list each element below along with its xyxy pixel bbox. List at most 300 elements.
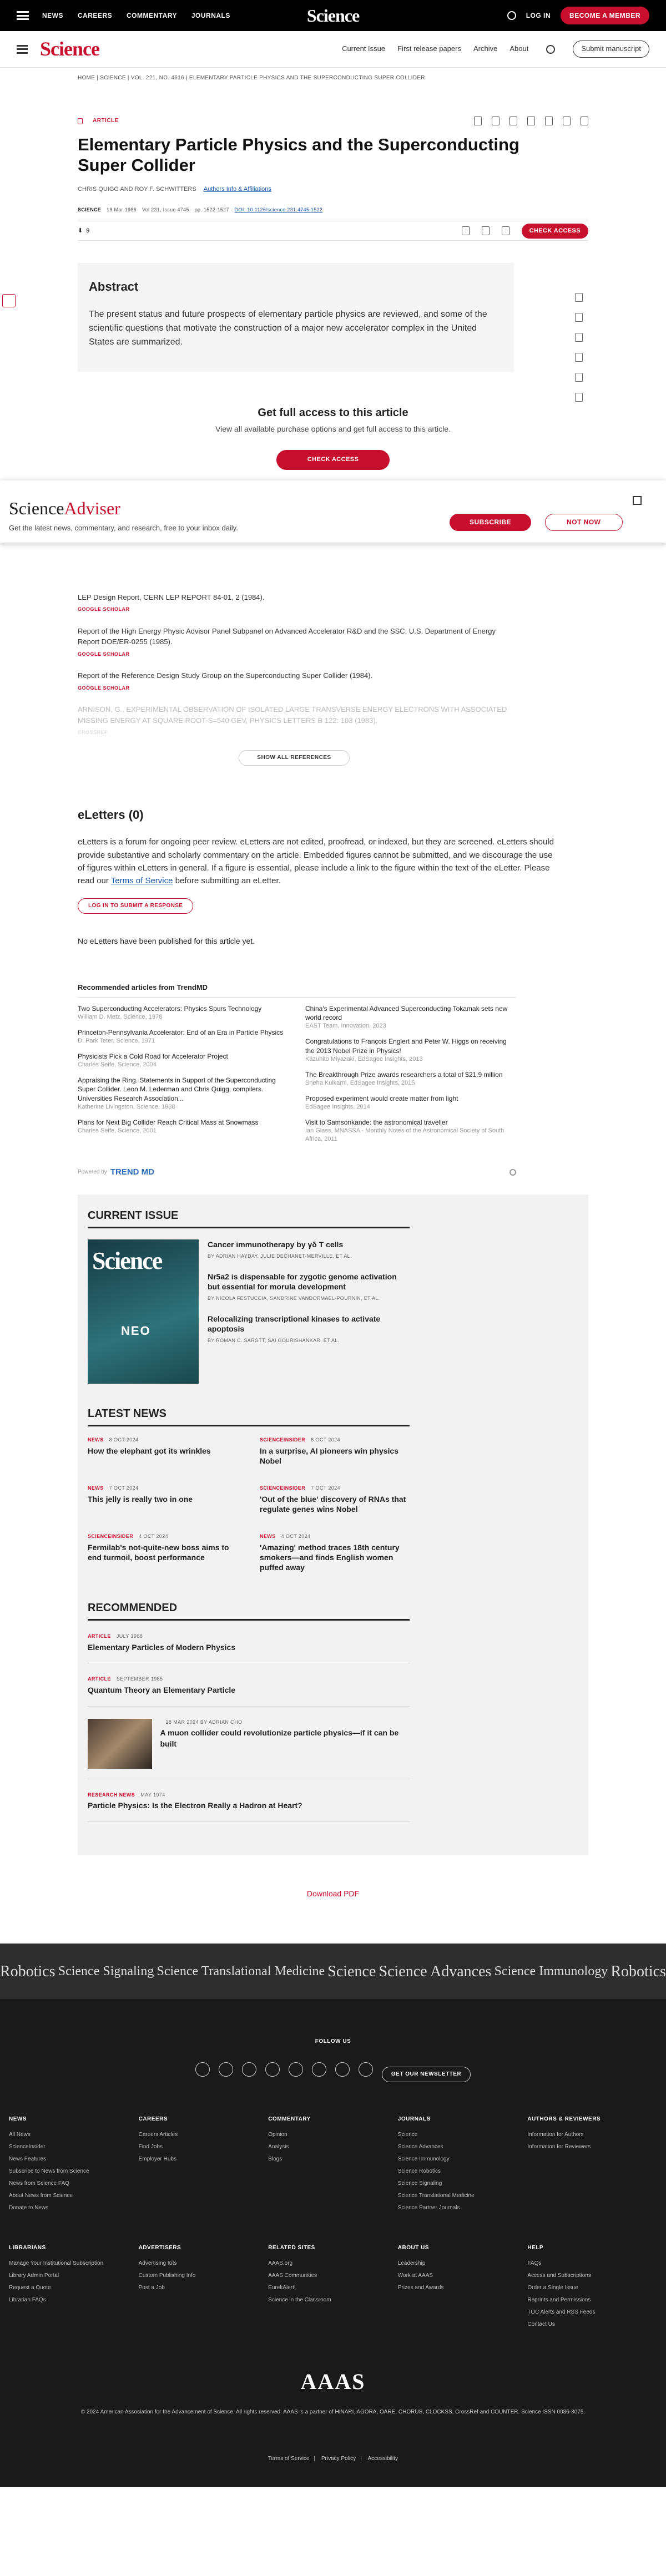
about-link[interactable]: About (509, 44, 529, 53)
references-list (78, 592, 511, 766)
recommended-title[interactable]: Quantum Theory an Elementary Particle (88, 1685, 236, 1694)
related-box (78, 1195, 588, 1855)
footer-link[interactable]: Post a Job (138, 2285, 165, 2291)
affiliations-link[interactable]: Authors Info & Affiliations (203, 186, 271, 193)
recommended-title[interactable]: A muon collider could revolutionize particle physics—if it can be built (160, 1728, 399, 1748)
recommended-date: SEPTEMBER 1985 (116, 1676, 163, 1682)
journal-science[interactable]: Science (327, 1962, 376, 1980)
recommended-body (88, 1676, 410, 1696)
news-category[interactable]: SCIENCEINSIDER (260, 1485, 306, 1491)
footer-link[interactable]: Science Signaling (397, 2180, 442, 2187)
youtube-icon[interactable] (265, 2062, 280, 2077)
news-category[interactable]: NEWS (88, 1485, 104, 1491)
news-date: 4 OCT 2024 (281, 1534, 311, 1540)
journal-links (342, 41, 649, 57)
eletters-section (78, 807, 555, 947)
subscribe-button[interactable]: SUBSCRIBE (450, 514, 531, 531)
trendmd-item[interactable] (78, 1004, 289, 1021)
issue-article[interactable] (208, 1272, 410, 1303)
citation-count: 9 (86, 227, 90, 234)
eletters-text (78, 836, 555, 887)
article-meta (78, 206, 588, 214)
social-links (9, 2057, 657, 2082)
lock-icon (78, 118, 83, 124)
trendmd-left (78, 1004, 289, 1150)
trendmd-item-source: Sneha Kulkarni, EdSagee Insights, 2015 (305, 1079, 415, 1086)
footer-link[interactable]: News Features (9, 2156, 47, 2163)
terms-link[interactable]: Terms of Service (268, 2456, 310, 2462)
recommended-kicker (88, 1633, 410, 1640)
footer-link[interactable]: Advertising Kits (138, 2260, 177, 2267)
authors[interactable]: CHRIS QUIGG AND ROY F. SCHWITTERS (78, 186, 196, 193)
trendmd-item[interactable] (78, 1118, 289, 1135)
alert-icon[interactable] (563, 117, 571, 125)
sidebar-toggle-icon[interactable] (2, 294, 16, 307)
footer-link[interactable]: EurekAlert! (268, 2285, 296, 2291)
footer-link[interactable]: Careers Articles (138, 2132, 178, 2138)
footer-link[interactable]: Request a Quote (9, 2285, 51, 2291)
journal-signaling[interactable]: Science Signaling (58, 1963, 154, 1978)
trendmd-item-source: EAST Team, Innovation, 2023 (305, 1023, 386, 1030)
no-eletters-text: No eLetters have been published for this article yet. (78, 937, 255, 946)
figures-icon[interactable] (575, 313, 583, 322)
footer-column (268, 2244, 398, 2333)
share-icon[interactable] (492, 117, 500, 125)
news-item[interactable] (260, 1436, 410, 1466)
gear-icon[interactable] (509, 1169, 516, 1176)
instagram-icon[interactable] (242, 2062, 256, 2077)
trendmd-item[interactable] (78, 1052, 289, 1069)
footer-link[interactable]: Analysis (268, 2144, 289, 2150)
google-scholar-link[interactable]: GOOGLE SCHOLAR (78, 685, 130, 691)
google-scholar-link[interactable]: GOOGLE SCHOLAR (78, 606, 130, 613)
trendmd-item-title[interactable]: Congratulations to François Englert and Peter W. Higgs on receiving the 2013 Nobel Prize in Physics! (305, 1038, 507, 1055)
pages: pp. 1522-1527 (194, 206, 229, 212)
trendmd-item-source: D. Park Teter, Science, 1971 (78, 1038, 155, 1045)
powered-by-label: Powered by (78, 1168, 107, 1175)
footer-link[interactable]: Find Jobs (138, 2144, 163, 2150)
top-bar (0, 0, 666, 31)
issue-article-authors: BY ROMAN C. SARGTT, SAI GOURISHANKAR, ET AL. (208, 1337, 340, 1343)
footer-link[interactable]: Subscribe to News from Science (9, 2168, 89, 2175)
footer-link[interactable]: Information for Authors (527, 2132, 584, 2138)
share-icon[interactable] (575, 353, 583, 362)
journal-advances[interactable]: Science Advances (379, 1962, 492, 1980)
article-type-row (78, 117, 588, 125)
journal-robotics-2[interactable]: Robotics (610, 1962, 666, 1980)
footer-column-heading: COMMENTARY (268, 2116, 311, 2123)
news-item[interactable] (88, 1533, 238, 1572)
footer-column-heading: AUTHORS & REVIEWERS (527, 2116, 601, 2123)
abstract-heading: Abstract (89, 280, 139, 294)
recommended-item[interactable] (88, 1676, 410, 1706)
issue-article[interactable] (208, 1239, 410, 1261)
news-date: 7 OCT 2024 (311, 1485, 340, 1491)
footer-link-list (9, 2260, 139, 2304)
recommended-section (88, 1600, 410, 1822)
trendmd-logo[interactable]: TREND MD (110, 1167, 154, 1177)
footer-column-heading: LIBRARIANS (9, 2245, 46, 2251)
footer-link[interactable]: Contact Us (527, 2321, 555, 2328)
download-pdf-link[interactable]: Download PDF (306, 1889, 360, 1898)
news-item[interactable] (88, 1485, 238, 1514)
footer-link[interactable]: Blogs (268, 2156, 282, 2163)
news-kicker (88, 1485, 238, 1492)
footer-link[interactable]: All News (9, 2132, 31, 2138)
news-item[interactable] (260, 1533, 410, 1572)
tables-icon[interactable] (575, 333, 583, 342)
footer-column-heading: ABOUT US (397, 2245, 430, 2251)
google-scholar-link[interactable]: GOOGLE SCHOLAR (78, 651, 130, 657)
journal-translational-medicine[interactable]: Science Translational Medicine (157, 1963, 325, 1978)
trendmd-item-source: EdSagee Insights, 2014 (305, 1103, 370, 1110)
footer-link-list (139, 2131, 269, 2163)
footer-link[interactable]: FAQs (527, 2260, 542, 2267)
current-issue-heading: CURRENT ISSUE (88, 1208, 410, 1228)
article-tools (474, 117, 588, 125)
trendmd-item-title[interactable]: Two Superconducting Accelerators: Physics Spurs Technology (78, 1005, 262, 1013)
news-date: 8 OCT 2024 (311, 1437, 340, 1443)
cite-icon[interactable] (545, 117, 553, 125)
footer-link-list (268, 2131, 398, 2163)
current-issue-body (88, 1239, 410, 1384)
close-icon[interactable] (633, 496, 642, 505)
adviser-logo-a: Science (9, 498, 64, 518)
recommended-category: ARTICLE (88, 1633, 111, 1639)
volume[interactable]: Vol 231, Issue 4745 (142, 206, 189, 212)
reference-text: Report of the Reference Design Study Group on the Superconducting Super Collider (1984). (78, 671, 373, 680)
footer-link[interactable]: Information for Reviewers (527, 2144, 591, 2150)
show-all-references-button[interactable]: SHOW ALL REFERENCES (239, 750, 350, 766)
footer (0, 1999, 666, 2487)
latest-news-heading: LATEST NEWS (88, 1406, 410, 1426)
news-category[interactable]: SCIENCEINSIDER (88, 1534, 134, 1540)
nav-commentary[interactable]: COMMENTARY (126, 12, 177, 20)
tiktok-icon[interactable] (335, 2062, 350, 2077)
recommended-heading: RECOMMENDED (88, 1600, 410, 1621)
abstract-section (78, 263, 514, 371)
latest-news-section (88, 1406, 410, 1572)
accessibility-link[interactable]: Accessibility (367, 2456, 398, 2462)
footer-link-list (527, 2131, 657, 2151)
news-kicker (88, 1533, 238, 1540)
permissions-icon[interactable] (575, 393, 583, 402)
news-category[interactable]: SCIENCEINSIDER (260, 1437, 306, 1443)
reference-text: Report of the High Energy Physic Advisor Panel Subpanel on Advanced Accelerator R&D and the SSC, U.S. Department of Energy Report DOE/ER-0255 (1985). (78, 626, 496, 646)
citation-arrow-icon: ⬇ (78, 227, 83, 234)
news-kicker (260, 1533, 410, 1540)
trendmd-item-title[interactable]: The Breakthrough Prize awards researchers a total of $21.9 million (305, 1070, 503, 1079)
current-issue-section (88, 1208, 410, 1378)
eletters-heading: eLetters (0) (78, 807, 144, 822)
recommended-item[interactable] (88, 1633, 410, 1663)
news-date: 8 OCT 2024 (109, 1437, 139, 1443)
search-icon[interactable] (546, 45, 555, 54)
submit-manuscript-button[interactable]: Submit manuscript (573, 41, 649, 57)
recommended-body (160, 1719, 410, 1769)
footer-column-heading: JOURNALS (397, 2116, 431, 2123)
journal-robotics[interactable]: Robotics (0, 1962, 56, 1980)
trendmd-item-title[interactable]: Physicists Pick a Cold Road for Accelerator Project (78, 1052, 228, 1061)
recommended-list (88, 1633, 410, 1822)
journal-immunology[interactable]: Science Immunology (494, 1963, 608, 1978)
footer-column (527, 2244, 657, 2333)
recommended-category: ARTICLE (88, 1676, 111, 1682)
footer-link[interactable]: Science (397, 2132, 418, 2138)
trendmd-item[interactable] (305, 1037, 516, 1063)
trendmd-item-source: Ian Glass, MNASSA - Monthly Notes of the Astronomical Society of South Africa, 2011 (305, 1127, 504, 1142)
trendmd-item-source: Charles Seife, Science, 2004 (78, 1061, 157, 1069)
menu-icon[interactable] (17, 11, 29, 20)
doi-link[interactable]: DOI: 10.1126/science.231.4745.1522 (234, 206, 323, 212)
reference-item (78, 704, 511, 737)
footer-link[interactable]: Science Immunology (397, 2156, 450, 2163)
access-heading: Get full access to this article (258, 406, 408, 419)
footer-link[interactable]: Science Partner Journals (397, 2205, 460, 2211)
cover-logo: Science (92, 1247, 162, 1275)
powered-by (78, 1166, 516, 1178)
footer-link[interactable]: AAAS.org (268, 2260, 293, 2267)
main-content (0, 117, 666, 1899)
footer-column (139, 2116, 269, 2216)
trendmd-item[interactable] (78, 1076, 289, 1111)
cite-icon[interactable] (575, 373, 583, 382)
issue-article[interactable] (208, 1314, 410, 1345)
footer-link[interactable]: News from Science FAQ (9, 2180, 69, 2187)
trendmd-item[interactable] (305, 1094, 516, 1111)
footer-link[interactable]: Science Advances (397, 2144, 443, 2150)
news-category[interactable]: NEWS (88, 1437, 104, 1443)
recommended-title[interactable]: Elementary Particles of Modern Physics (88, 1642, 236, 1652)
footer-link[interactable]: Manage Your Institutional Subscription (9, 2260, 104, 2267)
citations[interactable] (78, 227, 89, 235)
footer-link[interactable]: Employer Hubs (138, 2156, 176, 2163)
footer-column (9, 2244, 139, 2333)
bookmark-icon[interactable] (474, 117, 482, 125)
rss-icon[interactable] (312, 2062, 326, 2077)
news-item[interactable] (260, 1485, 410, 1514)
quote-icon[interactable] (482, 226, 490, 235)
become-member-button[interactable]: BECOME A MEMBER (561, 7, 649, 25)
action-icons (462, 224, 588, 239)
news-grid (88, 1436, 410, 1572)
footer-link[interactable]: Prizes and Awards (397, 2285, 444, 2291)
footer-link[interactable]: Work at AAAS (397, 2273, 433, 2279)
crossref-link[interactable]: CROSSREF (78, 730, 108, 736)
adviser-logo-b: Adviser (64, 498, 120, 518)
news-title[interactable]: 'Out of the blue' discovery of RNAs that regulate genes wins Nobel (260, 1494, 406, 1514)
reference-text: LEP Design Report, CERN LEP REPORT 84-01, 2 (1984). (78, 593, 265, 601)
news-title[interactable]: In a surprise, AI pioneers win physics Nobel (260, 1446, 399, 1465)
footer-link[interactable]: ScienceInsider (9, 2144, 46, 2150)
adviser-tagline: Get the latest news, commentary, and research, free to your inbox daily. (9, 523, 238, 532)
eletters-body-end: before submitting an eLetter. (175, 876, 281, 886)
journal-bar (0, 1944, 666, 1999)
access-sub: View all available purchase options and get full access to this article. (215, 424, 451, 433)
login-link[interactable]: LOG IN (526, 11, 551, 19)
trendmd-item-source: William D. Metz, Science, 1978 (78, 1014, 163, 1021)
trendmd-item-title[interactable]: China's Experimental Advanced Superconducting Tokamak sets new world record (305, 1005, 508, 1022)
news-title[interactable]: 'Amazing' method traces 18th century smokers—and finds English women puffed away (260, 1542, 400, 1572)
footer-link-list (398, 2260, 528, 2292)
cover-word: NEO (121, 1324, 151, 1338)
download-icon[interactable] (581, 117, 588, 125)
news-title[interactable]: How the elephant got its wrinkles (88, 1446, 211, 1455)
footer-link[interactable]: Science Robotics (397, 2168, 441, 2175)
issue-cover[interactable] (88, 1239, 199, 1384)
follow-us-label: FOLLOW US (315, 2038, 351, 2045)
reference-item (78, 626, 511, 659)
recommended-title[interactable]: Particle Physics: Is the Electron Really a Hadron at Heart? (88, 1801, 302, 1810)
nav-news[interactable]: NEWS (42, 12, 63, 20)
pub-date: 18 Mar 1986 (107, 206, 137, 212)
news-title[interactable]: This jelly is really two in one (88, 1494, 193, 1504)
user-icon[interactable] (507, 11, 516, 20)
footer-link[interactable]: Reprints and Permissions (527, 2297, 591, 2304)
recommended-item[interactable] (88, 1791, 410, 1822)
news-category[interactable]: NEWS (260, 1534, 276, 1540)
footer-column-heading: RELATED SITES (268, 2245, 315, 2251)
trendmd-item-title[interactable]: Proposed experiment would create matter from light (305, 1094, 458, 1102)
share-icon[interactable] (502, 226, 509, 235)
reference-item (78, 670, 511, 692)
footer-link[interactable]: Access and Subscriptions (527, 2273, 591, 2279)
secondary-nav (0, 31, 666, 68)
trendmd-item-title[interactable]: Plans for Next Big Collider Reach Critical Mass at Snowmass (78, 1118, 259, 1126)
recommended-thumbnail[interactable] (88, 1719, 152, 1769)
login-submit-response-button[interactable]: LOG IN TO SUBMIT A RESPONSE (78, 898, 193, 914)
legal-links: Terms of Service | Privacy Policy | Accessibility (268, 2456, 398, 2462)
footer-link-list (398, 2131, 528, 2212)
trendmd-columns (78, 1004, 516, 1150)
abstract-text: The present status and future prospects of elementary particle physics are reviewed, and some of the scientific questions that motivate the construction of a major new accelerator complex in the United States are summarized. (89, 310, 487, 347)
trendmd-item[interactable] (78, 1028, 289, 1045)
news-date: 4 OCT 2024 (139, 1534, 168, 1540)
trendmd-item-title[interactable]: Appraising the Ring. Statements in Support of the Superconducting Super Collider. Leon M. Lederman and Chris Quigg, compilers. Universities Research Association... (78, 1076, 276, 1102)
linkedin-icon[interactable] (289, 2062, 303, 2077)
terms-of-service-link[interactable]: Terms of Service (110, 876, 173, 886)
footer-link-list (9, 2131, 139, 2212)
issue-article-title[interactable]: Nr5a2 is dispensable for zygotic genome activation but essential for morula development (208, 1272, 397, 1292)
facebook-icon[interactable] (195, 2062, 210, 2077)
pdf-icon[interactable] (575, 293, 583, 302)
footer-link[interactable]: Science Translational Medicine (397, 2193, 475, 2199)
twitter-icon[interactable] (219, 2062, 233, 2077)
footer-column (398, 2116, 528, 2216)
check-access-button-2[interactable]: CHECK ACCESS (276, 450, 390, 469)
top-actions (507, 7, 649, 25)
hamburger-icon[interactable] (17, 45, 28, 54)
nav-careers[interactable]: CAREERS (77, 12, 113, 20)
science-journal-logo[interactable]: Science (40, 38, 99, 60)
news-title[interactable]: Fermilab's not-quite-new boss aims to end turmoil, boost performance (88, 1542, 229, 1562)
recommended-kicker (88, 1676, 410, 1683)
footer-column (9, 2116, 139, 2216)
issue-article-authors: BY NICOLA FESTUCCIA, SANDRINE VANDORMAEL-POURNIN, ET AL. (208, 1295, 380, 1301)
issue-article-title[interactable]: Relocalizing transcriptional kinases to activate apoptosis (208, 1314, 381, 1334)
science-adviser-banner (0, 480, 666, 543)
trendmd-item-title[interactable]: Princeton-Pennsylvania Accelerator: End of an Era in Particle Physics (78, 1029, 284, 1037)
not-now-button[interactable]: NOT NOW (545, 514, 623, 531)
footer-link-list (139, 2260, 269, 2292)
footer-columns-2 (9, 2244, 657, 2333)
threads-icon[interactable] (359, 2062, 373, 2077)
recommended-date: MAY 1974 (140, 1791, 165, 1798)
email-icon[interactable] (527, 117, 535, 125)
recommended-body (88, 1633, 410, 1653)
footer-columns (9, 2116, 657, 2216)
top-nav (42, 10, 243, 21)
footer-link[interactable]: Custom Publishing Info (138, 2273, 196, 2279)
footer-link[interactable]: Library Admin Portal (9, 2273, 59, 2279)
trendmd-heading: Recommended articles from TrendMD (78, 983, 516, 998)
trendmd-item-source: Katherine Livingston, Science, 1988 (78, 1103, 175, 1110)
current-issue-link[interactable]: Current Issue (342, 44, 386, 53)
issue-article-title[interactable]: Cancer immunotherapy by γδ T cells (208, 1240, 344, 1249)
archive-link[interactable]: Archive (473, 44, 498, 53)
footer-column (398, 2244, 528, 2333)
footer-link[interactable]: Donate to News (9, 2205, 49, 2211)
news-kicker (260, 1485, 410, 1492)
recommended-kicker (88, 1791, 410, 1799)
footer-link[interactable]: TOC Alerts and RSS Feeds (527, 2309, 596, 2316)
check-access-button[interactable]: CHECK ACCESS (522, 224, 588, 239)
trendmd-section (78, 983, 516, 1178)
footer-column (139, 2244, 269, 2333)
news-kicker (260, 1436, 410, 1444)
copyright: © 2024 American Association for the Advancement of Science. All rights reserved. AAAS is a partner of HINARI, AGORA, OARE, CHORUS, CLOCKSS, CrossRef and COUNTER. Science ISSN 0036-8075. (80, 2409, 586, 2416)
footer-link[interactable]: AAAS Communities (268, 2273, 317, 2279)
issue-article-authors: BY ADRIAN HAYDAY, JULIE DECHANET-MERVILLE, ET AL. (208, 1253, 352, 1259)
reference-item (78, 592, 511, 614)
recommended-date: 28 MAR 2024 BY ADRIAN CHO (165, 1719, 243, 1725)
action-bar (78, 221, 588, 241)
newsletter-button[interactable]: GET OUR NEWSLETTER (382, 2067, 471, 2082)
footer-link-list (527, 2260, 657, 2329)
footer-link[interactable]: Opinion (268, 2132, 287, 2138)
footer-link[interactable]: Librarian FAQs (9, 2297, 46, 2304)
footer-link[interactable]: Science in the Classroom (268, 2297, 331, 2304)
footer-link[interactable]: Leadership (397, 2260, 426, 2267)
print-icon[interactable] (509, 117, 517, 125)
trendmd-item[interactable] (305, 1118, 516, 1143)
trendmd-item-title[interactable]: Visit to Samsonkande: the astronomical traveller (305, 1118, 448, 1126)
recommended-body (88, 1791, 410, 1811)
footer-link[interactable]: Order a Single Issue (527, 2285, 578, 2291)
aaas-logo[interactable]: AAAS (300, 2369, 366, 2395)
footer-link[interactable]: About News from Science (9, 2193, 73, 2199)
trendmd-item-source: Kazuhito Miyazaki, EdSagee Insights, 2013 (305, 1055, 423, 1062)
right-rail-tools (575, 293, 583, 402)
trendmd-item-source: Charles Seife, Science, 2001 (78, 1127, 157, 1134)
recommended-item[interactable] (88, 1719, 410, 1779)
science-logo[interactable]: Science (306, 5, 360, 26)
privacy-link[interactable]: Privacy Policy (321, 2456, 356, 2462)
footer-column-heading: ADVERTISERS (138, 2245, 181, 2251)
footer-column-heading: CAREERS (138, 2116, 168, 2123)
trendmd-item[interactable] (305, 1004, 516, 1030)
first-release-link[interactable]: First release papers (397, 44, 461, 53)
issue-articles (208, 1239, 410, 1384)
nav-journals[interactable]: JOURNALS (191, 12, 230, 20)
footer-link-list (268, 2260, 398, 2304)
news-item[interactable] (88, 1436, 238, 1466)
news-date: 7 OCT 2024 (109, 1485, 139, 1491)
pdf-icon[interactable] (462, 226, 470, 235)
breadcrumb[interactable]: HOME | SCIENCE | VOL. 221, NO. 4616 | ELEMENTARY PARTICLE PHYSICS AND THE SUPERCONDUCTING SUPER COLLIDER (78, 75, 425, 81)
trendmd-right (305, 1004, 516, 1150)
trendmd-item[interactable] (305, 1070, 516, 1087)
